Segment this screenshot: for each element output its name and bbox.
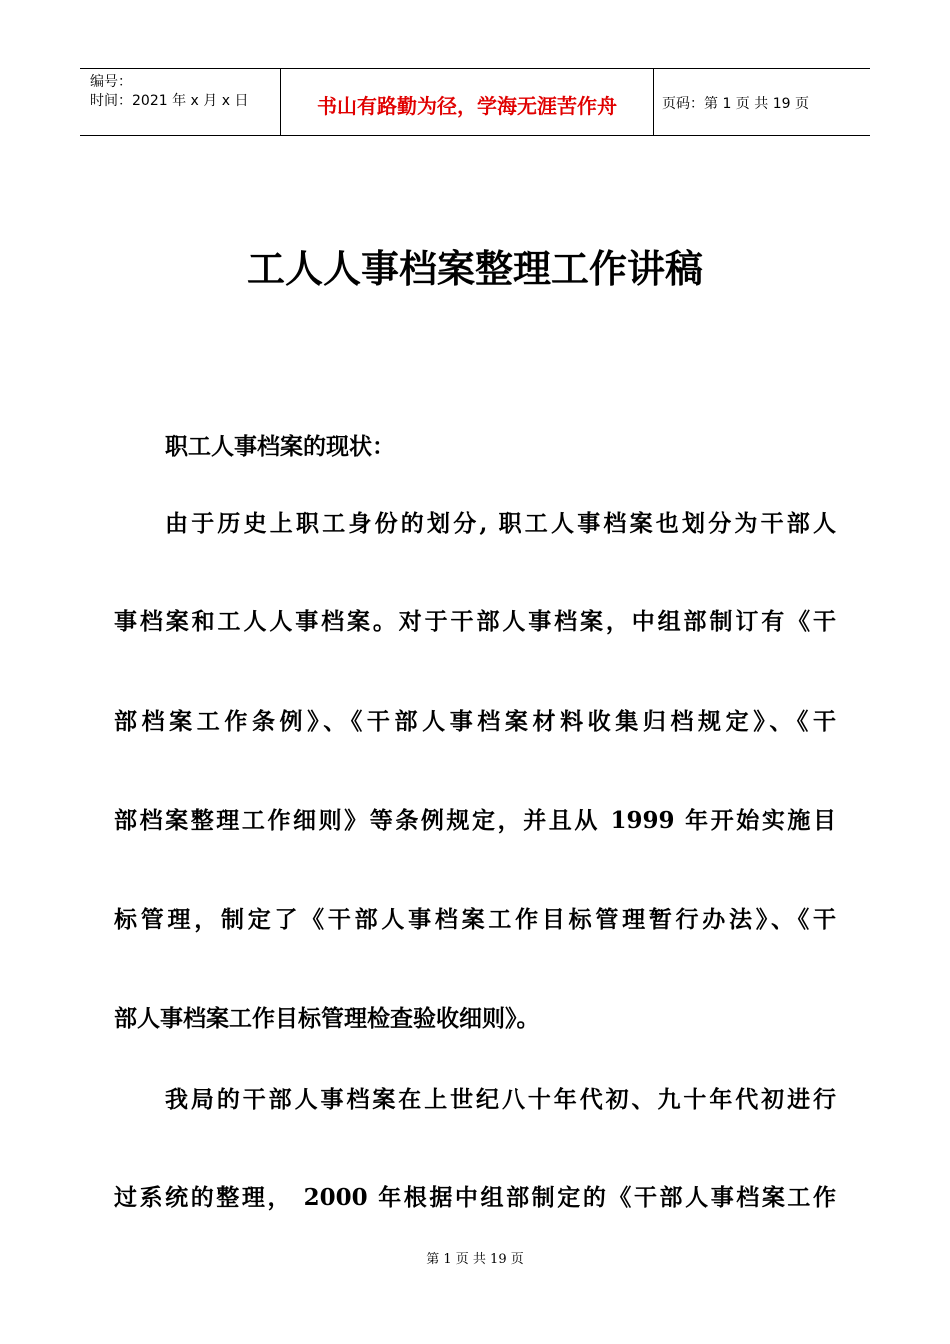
header-motto: 书山有路勤为径，学海无涯苦作舟 bbox=[281, 69, 654, 135]
document-title: 工人人事档案整理工作讲稿 bbox=[246, 247, 703, 291]
document-number-label: 编号： bbox=[90, 74, 132, 90]
header-table bbox=[80, 68, 870, 136]
paragraph-line: 我局的干部人事档案在上世纪八十年代初、九十年代初进行 bbox=[165, 1086, 836, 1113]
header-meta-cell bbox=[80, 69, 281, 135]
paragraph-line: 部人事档案工作目标管理检查验收细则》。 bbox=[114, 1005, 540, 1032]
paragraph-line: 部档案工作条例》、《干部人事档案材料收集归档规定》、《干 bbox=[114, 708, 836, 735]
header-page-info: 页码：第 1 页 共 19 页 bbox=[662, 96, 809, 112]
document-date-label: 时间：2021 年 x 月 x 日 bbox=[90, 93, 249, 109]
paragraph-line: 事档案和工人人事档案。对于干部人事档案，中组部制订有《干 bbox=[114, 608, 836, 635]
paragraph-line: 部档案整理工作细则》等条例规定，并且从 1999 年开始实施目 bbox=[114, 807, 836, 834]
page-footer: 第 1 页 共 19 页 bbox=[426, 1252, 524, 1267]
paragraph-line: 标管理，制定了《干部人事档案工作目标管理暂行办法》、《干 bbox=[114, 906, 836, 933]
section-heading: 职工人事档案的现状： bbox=[165, 433, 395, 460]
paragraph-line: 过系统的整理， 2000 年根据中组部制定的《干部人事档案工作 bbox=[114, 1184, 836, 1211]
paragraph-line: 由于历史上职工身份的划分, 职工人事档案也划分为干部人 bbox=[165, 510, 836, 537]
